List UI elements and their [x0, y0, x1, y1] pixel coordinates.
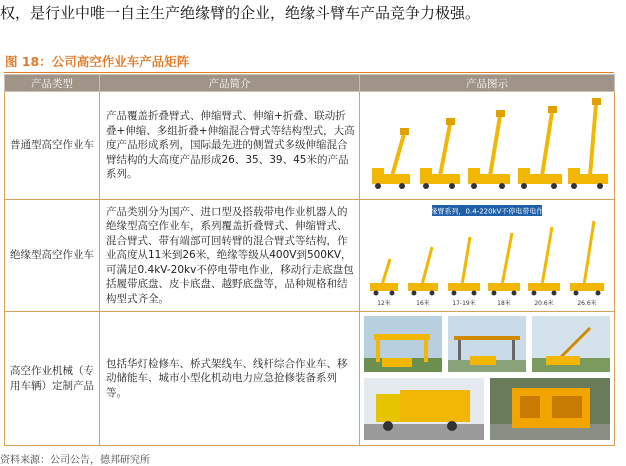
custom-special-vehicles-image — [362, 314, 612, 444]
product-description-cell: 产品覆盖折叠臂式、伸缩臂式、伸缩+折叠、联动折叠+伸缩、多组折叠+伸缩混合臂式等结构型式，大高度产品形成系列，国际最先进的侧置式多级伸缩混合臂结构的大高度产品形成26、35、39、45米的产品系列。 — [100, 92, 360, 200]
height-label: 26.6米 — [577, 299, 597, 307]
insulated-aerial-trucks-image — [362, 203, 612, 309]
truck-3 — [468, 110, 510, 189]
body-text-line: 权，是行业中唯一自主生产绝缘臂的企业，绝缘斗臂车产品竞争力极强。 — [0, 4, 481, 22]
product-image-cell — [360, 312, 615, 446]
header-product-image: 产品图示 — [360, 75, 615, 92]
header-product-intro: 产品简介 — [100, 75, 360, 92]
insulated-truck-4 — [488, 233, 520, 296]
figure-title: 图 18：公司高空作业车产品矩阵 — [5, 54, 190, 69]
height-label: 20.6米 — [534, 299, 554, 307]
photo-pole-truck — [532, 316, 610, 372]
height-label: 17-19米 — [452, 299, 476, 307]
product-type-cell: 绝缘型高空作业车 — [5, 200, 100, 312]
product-matrix-table — [4, 74, 615, 446]
product-description-cell: 产品类别分为国产、进口型及搭载带电作业机器人的绝缘型高空作业车，系列覆盖折叠臂式、伸缩臂式、混合臂式、带有端部可回转臂的混合臂式等结构，作业高度从11米到26米，绝缘等级从400V到500KV，可满足0.4kV-20kv不停电带电作业，移动行走底盘包括履带底盘、皮卡底盘、越野底盘等，品种规格和结构型式齐全。 — [100, 200, 360, 312]
height-label: 16米 — [416, 299, 430, 307]
photo-emergency-unit — [490, 378, 610, 440]
header-product-type: 产品类型 — [5, 75, 100, 92]
photo-bridge-truck — [448, 316, 526, 372]
photo-storage-truck — [364, 378, 484, 440]
table-row — [5, 312, 615, 446]
table-row — [5, 92, 615, 200]
source-note: 资料来源：公司公告，德邦研究所 — [0, 455, 150, 466]
product-type-cell: 普通型高空作业车 — [5, 92, 100, 200]
standard-aerial-trucks-image — [362, 94, 612, 198]
insulated-truck-6 — [570, 221, 604, 296]
table-row — [5, 200, 615, 312]
image-banner: 绝缘臂系列，0.4-220kV不停电带电作业 — [423, 207, 551, 215]
photo-gantry-truck — [364, 316, 442, 372]
height-label: 18米 — [497, 299, 511, 307]
table-header-row — [5, 75, 615, 92]
truck-5 — [568, 98, 608, 189]
product-type-cell: 高空作业机械（专用车辆）定制产品 — [5, 312, 100, 446]
height-label: 12米 — [377, 299, 391, 307]
insulated-truck-2 — [408, 247, 438, 296]
truck-1 — [372, 128, 410, 189]
truck-2 — [420, 118, 460, 189]
insulated-truck-5 — [528, 227, 560, 296]
insulated-truck-1 — [370, 259, 398, 296]
product-image-cell — [360, 92, 615, 200]
figure-title-rule — [4, 72, 614, 73]
insulated-truck-3 — [448, 237, 480, 296]
product-description-cell: 包括华灯检修车、桥式架线车、线杆综合作业车、移动储能车、城市小型化机动电力应急抢修装备系列等。 — [100, 312, 360, 446]
product-image-cell — [360, 200, 615, 312]
truck-4 — [518, 106, 562, 189]
